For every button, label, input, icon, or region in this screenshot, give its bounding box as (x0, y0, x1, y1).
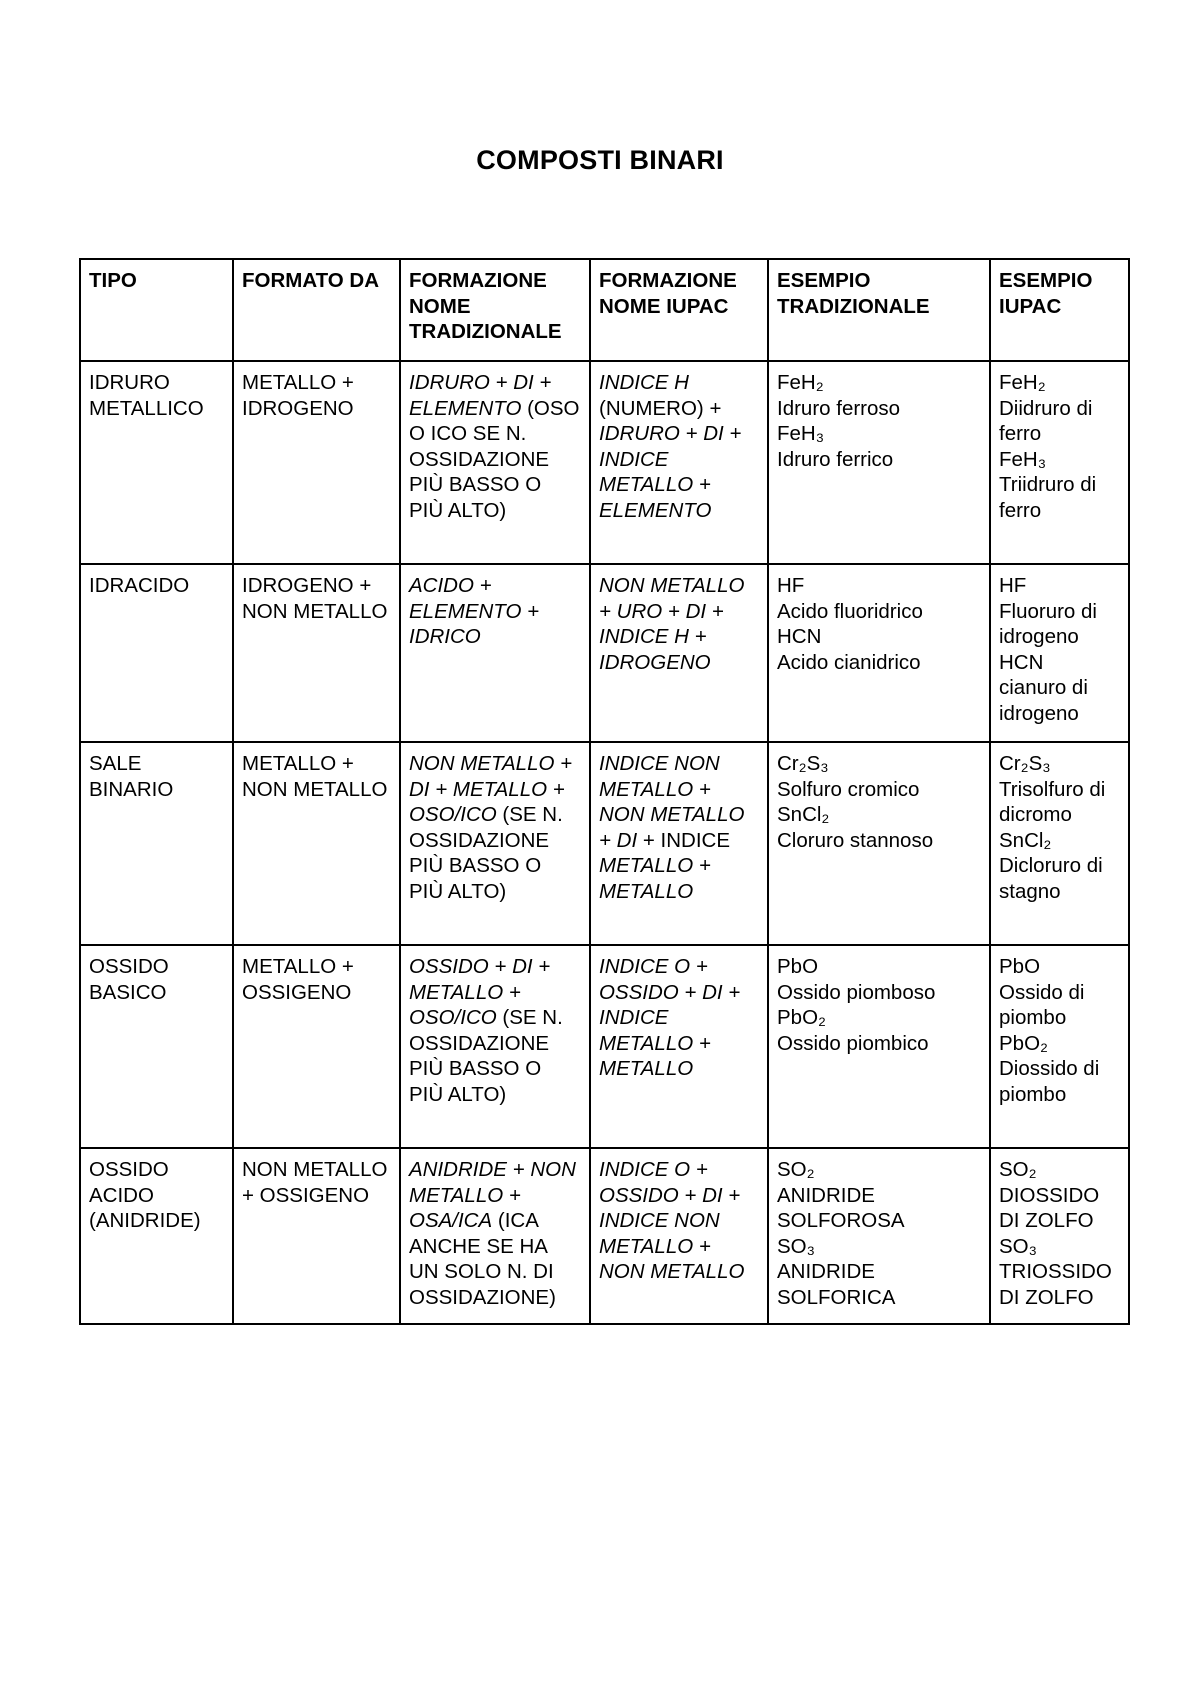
rule-segment: INDICE NON METALLO + NON METALLO + DI (599, 752, 745, 852)
cell-formazione-iupac (590, 1148, 768, 1324)
rule-segment: (SE N. OSSIDAZIONE PIÙ BASSO O PIÙ ALTO) (409, 803, 563, 903)
compound-name: Diidruro di ferro (999, 396, 1093, 445)
formula-text: PbO₂ (777, 1006, 826, 1029)
compound-name: Cloruro stannoso (777, 828, 934, 852)
formula-text: FeH₃ (777, 422, 825, 445)
formula-text: HCN (999, 650, 1044, 674)
compound-name: Idruro ferroso (777, 396, 901, 420)
compound-name: Acido cianidrico (777, 650, 921, 674)
compound-name: TRIOSSIDO DI ZOLFO (999, 1260, 1112, 1309)
formula-text: SnCl₂ (999, 828, 1052, 852)
compound-name: Ossido di piombo (999, 980, 1085, 1029)
compound-name: Triidruro di ferro (999, 473, 1097, 522)
cell-formazione-tradizionale (400, 564, 590, 742)
cell-esempio-tradizionale (768, 361, 990, 564)
compound-name: Idruro ferrico (777, 447, 894, 471)
formula-text: PbO (777, 955, 819, 978)
formula-text: FeH₃ (999, 447, 1047, 471)
cell-tipo: IDRURO METALLICO (80, 361, 233, 564)
cell-esempio-tradizionale (768, 742, 990, 945)
cell-esempio-iupac (990, 361, 1129, 564)
formula-text: FeH₂ (999, 371, 1046, 394)
cell-esempio-iupac (990, 742, 1129, 945)
formula-text: HF (999, 574, 1027, 597)
compound-name: DIOSSIDO DI ZOLFO (999, 1183, 1100, 1232)
table-row (80, 1148, 1129, 1324)
compound-name: cianuro di idrogeno (999, 676, 1088, 725)
table-row (80, 361, 1129, 564)
formula-text: HCN (777, 625, 822, 648)
formula-text: SO₃ (777, 1234, 815, 1258)
rule-segment: (OSO O ICO SE N. OSSIDAZIONE PIÙ BASSO O PIÙ ALTO) (409, 396, 580, 522)
cell-formazione-tradizionale (400, 361, 590, 564)
cell-formazione-iupac (590, 361, 768, 564)
formula-text: SnCl₂ (777, 803, 830, 826)
compound-name: Ossido piombico (777, 1031, 929, 1055)
cell-esempio-iupac (990, 564, 1129, 742)
rule-segment: METALLO + METALLO (599, 854, 711, 903)
header-esempio-iupac: ESEMPIO IUPAC (990, 259, 1129, 361)
cell-formazione-tradizionale (400, 1148, 590, 1324)
cell-formato-da: NON METALLO + OSSIGENO (233, 1148, 400, 1324)
rule-segment: (ICA ANCHE SE HA UN SOLO N. DI OSSIDAZIONE) (409, 1209, 556, 1309)
rule-segment: + INDICE (637, 828, 731, 852)
cell-formato-da: METALLO + IDROGENO (233, 361, 400, 564)
cell-esempio-iupac (990, 945, 1129, 1148)
rule-segment: ANIDRIDE + NON METALLO + OSA/ICA (409, 1158, 576, 1232)
compound-name: Fluoruro di idrogeno (999, 599, 1097, 648)
rule-segment: OSSIDO + DI + METALLO + OSO/ICO (409, 955, 551, 1029)
compounds-table (79, 258, 1130, 1325)
header-esempio-tradizionale: ESEMPIO TRADIZIONALE (768, 259, 990, 361)
cell-tipo: OSSIDO BASICO (80, 945, 233, 1148)
cell-tipo: SALE BINARIO (80, 742, 233, 945)
cell-formato-da: METALLO + NON METALLO (233, 742, 400, 945)
formula-text: SO₃ (999, 1234, 1037, 1258)
table-row (80, 945, 1129, 1148)
rule-segment: INDICE O + OSSIDO + DI + INDICE NON METALLO + NON METALLO (599, 1158, 745, 1283)
formula-text: FeH₂ (777, 371, 824, 394)
formula-text: SO₂ (777, 1158, 815, 1181)
header-formazione-iupac: FORMAZIONE NOME IUPAC (590, 259, 768, 361)
cell-esempio-tradizionale (768, 1148, 990, 1324)
rule-segment: IDRURO + DI + INDICE METALLO + ELEMENTO (599, 422, 742, 522)
formula-text: PbO₂ (999, 1031, 1048, 1055)
compound-name: ANIDRIDE SOLFOROSA (777, 1183, 905, 1232)
table-row (80, 564, 1129, 742)
rule-segment: INDICE O + OSSIDO + DI + INDICE METALLO + METALLO (599, 955, 741, 1080)
cell-formazione-iupac (590, 564, 768, 742)
compound-name: Diossido di piombo (999, 1057, 1100, 1106)
formula-text: SO₂ (999, 1158, 1037, 1181)
compound-name: Trisolfuro di dicromo (999, 777, 1106, 826)
cell-formazione-iupac (590, 742, 768, 945)
rule-segment: NON METALLO + URO + DI + INDICE H + IDROGENO (599, 574, 745, 674)
compound-name: ANIDRIDE SOLFORICA (777, 1260, 896, 1309)
header-tipo: TIPO (80, 259, 233, 361)
rule-segment: (NUMERO) + (599, 396, 722, 420)
cell-formazione-tradizionale (400, 945, 590, 1148)
cell-esempio-iupac (990, 1148, 1129, 1324)
header-formato-da: FORMATO DA (233, 259, 400, 361)
rule-segment: ACIDO + ELEMENTO + IDRICO (409, 574, 540, 648)
cell-esempio-tradizionale (768, 945, 990, 1148)
compound-name: Dicloruro di stagno (999, 854, 1103, 903)
formula-text: Cr₂S₃ (999, 752, 1051, 775)
rule-segment: NON METALLO + DI + METALLO + OSO/ICO (409, 752, 573, 826)
cell-formato-da: IDROGENO + NON METALLO (233, 564, 400, 742)
cell-esempio-tradizionale (768, 564, 990, 742)
rule-segment: (SE N. OSSIDAZIONE PIÙ BASSO O PIÙ ALTO) (409, 1006, 563, 1106)
table-row (80, 742, 1129, 945)
page-title: COMPOSTI BINARI (476, 145, 724, 175)
compound-name: Ossido piomboso (777, 980, 936, 1004)
cell-formazione-iupac (590, 945, 768, 1148)
cell-tipo: OSSIDO ACIDO (ANIDRIDE) (80, 1148, 233, 1324)
header-formazione-tradizionale: FORMAZIONE NOME TRADIZIONALE (400, 259, 590, 361)
table-header-row (80, 259, 1129, 361)
formula-text: Cr₂S₃ (777, 752, 829, 775)
cell-formato-da: METALLO + OSSIGENO (233, 945, 400, 1148)
rule-segment: INDICE H (599, 371, 689, 394)
rule-segment: IDRURO + DI + ELEMENTO (409, 371, 552, 420)
compound-name: Solfuro cromico (777, 777, 920, 801)
formula-text: PbO (999, 955, 1041, 978)
formula-text: HF (777, 574, 805, 597)
cell-formazione-tradizionale (400, 742, 590, 945)
compound-name: Acido fluoridrico (777, 599, 923, 623)
cell-tipo: IDRACIDO (80, 564, 233, 742)
